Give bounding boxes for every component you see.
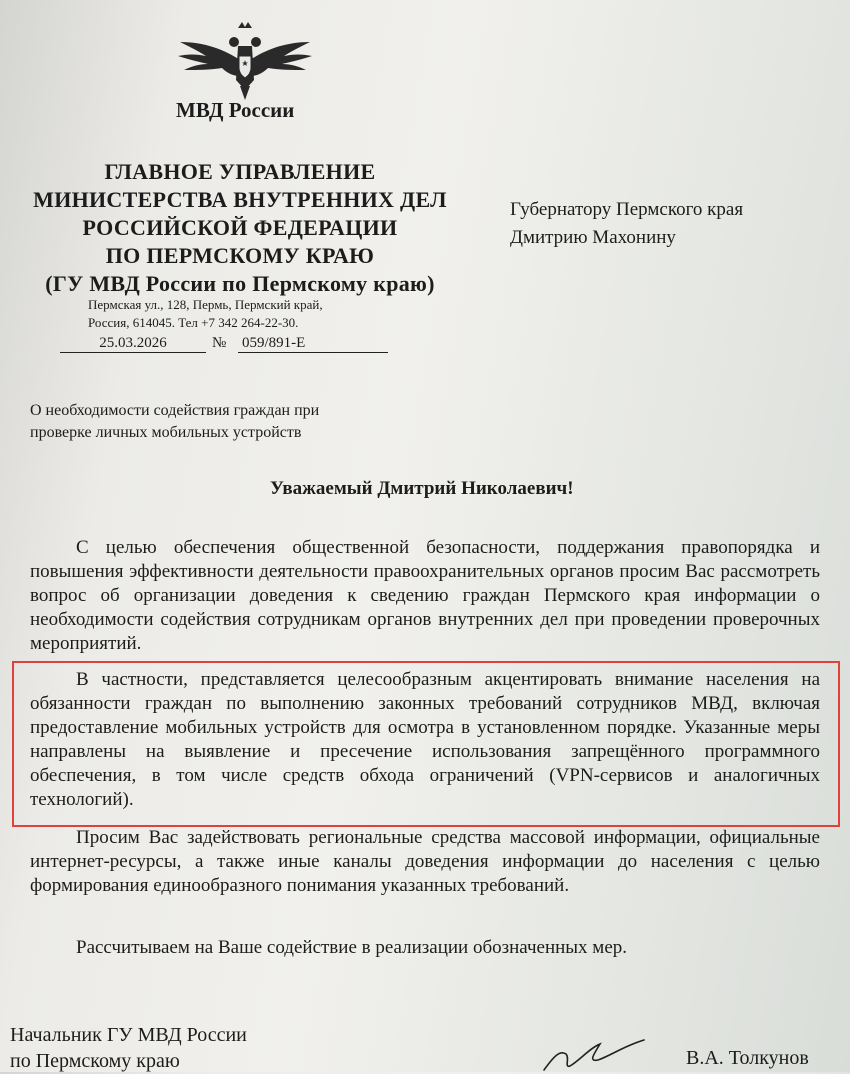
letter-date: 25.03.2026 (60, 334, 206, 353)
signatory-title-line: Начальник ГУ МВД России (10, 1024, 247, 1046)
addressee-line: Губернатору Пермского края (510, 199, 744, 220)
double-headed-eagle-icon (170, 20, 320, 102)
subject-line: проверке личных мобильных устройств (30, 424, 302, 441)
department-line: (ГУ МВД России по Пермскому краю) (45, 271, 435, 296)
signatory-name: В.А. Толкунов (686, 1047, 809, 1069)
paragraph-3: Просим Вас задействовать региональные средства массовой информации, официальные интернет-ресурсы, а также иные каналы доведения информации до населения с целью формирования единообразного понимания указанных требований. (30, 827, 820, 896)
addressee-line: Дмитрию Махонину (510, 227, 676, 248)
highlight-box (12, 661, 840, 827)
handwritten-signature (540, 1036, 650, 1072)
paragraph-2: В частности, представляется целесообразным акцентировать внимание населения на обязанности граждан по выполнению законных требований сотрудников МВД, включая предоставление мобильных устройств для осмотра в установленном порядке. Указанные меры направлены на выявление и пресечение использования запрещённого программного обеспечения, в том числе средств обхода ограничений (VPN-сервисов и аналогичных технологий). (30, 669, 820, 810)
department-line: РОССИЙСКОЙ ФЕДЕРАЦИИ (82, 215, 398, 240)
department-line: ПО ПЕРМСКОМУ КРАЮ (105, 243, 375, 268)
signatory-title (10, 1022, 247, 1074)
letter-number: 059/891-Е (238, 334, 388, 353)
department-line: ГЛАВНОЕ УПРАВЛЕНИЕ (104, 159, 376, 184)
letter-subject (30, 400, 319, 444)
paragraph-1: С целью обеспечения общественной безопасности, поддержания правопорядка и повышения эффективности деятельности правоохранительных органов просим Вас рассмотреть вопрос об организации доведения к сведению граждан Пермского края информации о необходимости содействия сотрудникам органов внутренних дел при проведении проверочных мероприятий. (30, 537, 820, 654)
department-name (30, 158, 450, 298)
ministry-name: МВД России (176, 98, 295, 122)
paragraph-4: Рассчитываем на Ваше содействие в реализации обозначенных мер. (76, 937, 628, 958)
subject-line: О необходимости содействия граждан при (30, 402, 320, 419)
department-address (88, 296, 323, 332)
addressee (510, 196, 743, 252)
department-line: МИНИСТЕРСТВА ВНУТРЕННИХ ДЕЛ (33, 187, 447, 212)
address-line: Пермская ул., 128, Пермь, Пермский край, (88, 297, 323, 312)
greeting: Уважаемый Дмитрий Николаевич! (270, 478, 574, 499)
letter-number-label: № (212, 335, 227, 351)
signatory-title-line: по Пермскому краю (10, 1050, 180, 1072)
address-line: Россия, 614045. Тел +7 342 264-22-30. (88, 315, 299, 330)
